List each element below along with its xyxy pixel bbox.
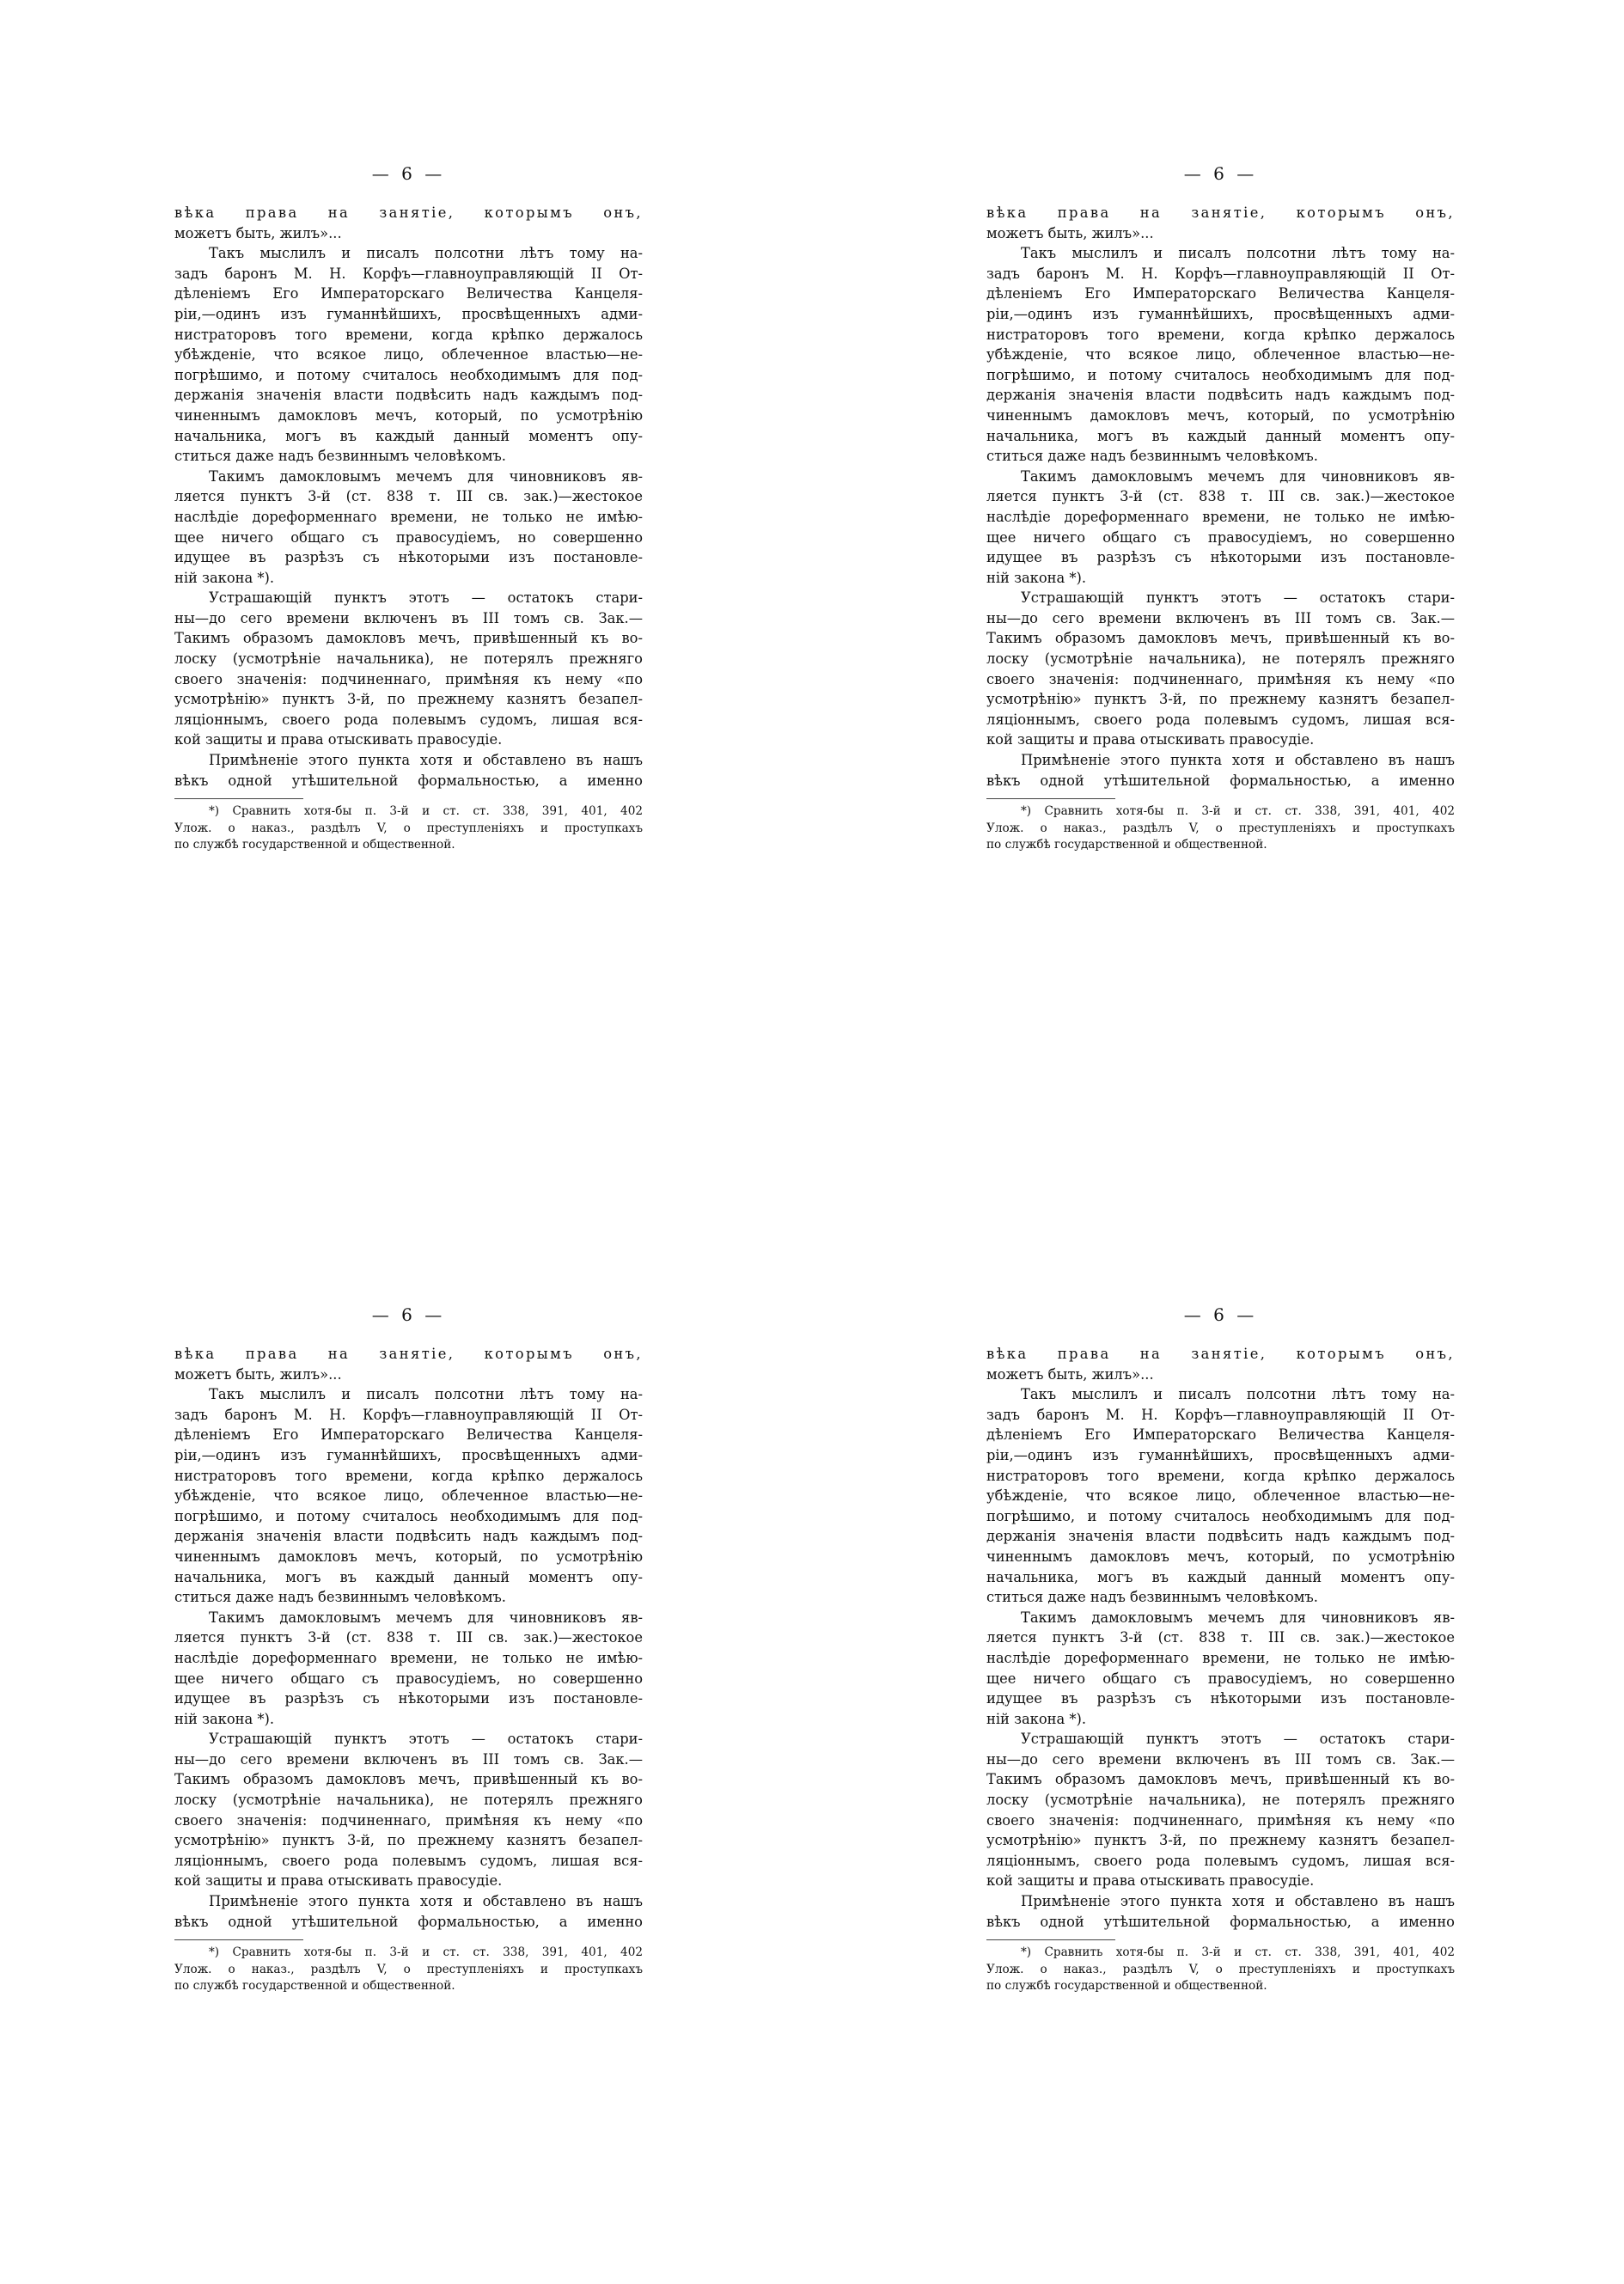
text-line: ріи,—одинъ изъ гуманнѣйшихъ, просвѣщенныхъ адми- xyxy=(174,1446,643,1463)
text-line: можетъ быть, жилъ»... xyxy=(174,224,342,241)
text-line: убѣжденіе, что всякое лицо, облеченное властью—не- xyxy=(986,1487,1455,1505)
text-line: нистраторовъ того времени, когда крѣпко держалось xyxy=(174,1467,643,1484)
text-line: вѣка права на занятіе, которымъ онъ, xyxy=(986,205,1455,221)
text-line: ляціоннымъ, своего рода полевымъ судомъ, лишая вся- xyxy=(986,711,1455,728)
text-line: задъ баронъ М. Н. Корфъ—главноуправляющій II От- xyxy=(986,1406,1455,1423)
body-text xyxy=(174,203,643,791)
text-line: нистраторовъ того времени, когда крѣпко держалось xyxy=(174,326,643,343)
text-line: своего значенія: подчиненнаго, примѣняя къ нему «по xyxy=(174,1811,643,1829)
page-number: — 6 — xyxy=(1183,1304,1258,1325)
footnote-divider xyxy=(174,798,303,799)
text-line: ляется пунктъ 3-й (ст. 838 т. III св. зак.)—жестокое xyxy=(986,1629,1455,1646)
text-line: вѣка права на занятіе, которымъ онъ, xyxy=(174,205,643,221)
text-line: ріи,—одинъ изъ гуманнѣйшихъ, просвѣщенныхъ адми- xyxy=(174,305,643,322)
text-line: начальника, могъ въ каждый данный моментъ опу- xyxy=(174,1568,643,1585)
body-text xyxy=(986,1344,1455,1932)
text-line: своего значенія: подчиненнаго, примѣняя къ нему «по xyxy=(174,670,643,687)
text-line: дѣленіемъ Его Императорскаго Величества Канцеля- xyxy=(174,1426,643,1444)
text-line: убѣжденіе, что всякое лицо, облеченное властью—не- xyxy=(174,346,643,363)
footnote-divider xyxy=(986,1939,1115,1940)
text-line: дѣленіемъ Его Императорскаго Величества Канцеля- xyxy=(986,1426,1455,1444)
text-line: лоску (усмотрѣніе начальника), не потерялъ прежняго xyxy=(174,1792,643,1809)
text-line: вѣкъ одной утѣшительной формальностью, а именно xyxy=(174,1913,643,1930)
text-line: усмотрѣнію» пунктъ 3-й, по прежнему казнятъ безапел- xyxy=(986,1832,1455,1849)
text-line: наслѣдіе дореформеннаго времени, не только не имѣю- xyxy=(174,1649,643,1666)
text-line: погрѣшимо, и потому считалось необходимымъ для под- xyxy=(986,1507,1455,1524)
text-line: Такъ мыслилъ и писалъ полсотни лѣтъ тому на- xyxy=(209,245,643,262)
text-line: ны—до сего времени включенъ въ III томъ св. Зак.— xyxy=(986,1750,1455,1768)
text-line: лоску (усмотрѣніе начальника), не потерялъ прежняго xyxy=(986,650,1455,668)
text-line: идущее въ разрѣзъ съ нѣкоторыми изъ постановле- xyxy=(986,549,1455,566)
text-line: кой защиты и права отыскивать правосудіе. xyxy=(986,1872,1315,1890)
text-line: ны—до сего времени включенъ въ III томъ св. Зак.— xyxy=(174,609,643,626)
text-line: ны—до сего времени включенъ въ III томъ св. Зак.— xyxy=(174,1750,643,1768)
footnote-line: Улож. о наказ., раздѣлъ V, о преступленіяхъ и проступкахъ xyxy=(986,1962,1455,1976)
text-line: Такъ мыслилъ и писалъ полсотни лѣтъ тому на- xyxy=(1021,245,1455,262)
text-line: начальника, могъ въ каждый данный моментъ опу- xyxy=(986,427,1455,444)
text-line: Примѣненіе этого пункта хотя и обставлено въ нашъ xyxy=(209,1893,643,1910)
text-line: чиненнымъ дамокловъ мечъ, который, по усмотрѣнію xyxy=(986,1548,1455,1565)
text-line: наслѣдіе дореформеннаго времени, не только не имѣю- xyxy=(986,1649,1455,1666)
text-line: кой защиты и права отыскивать правосудіе. xyxy=(174,1872,503,1890)
text-line: Примѣненіе этого пункта хотя и обставлено въ нашъ xyxy=(1021,752,1455,769)
text-line: идущее въ разрѣзъ съ нѣкоторыми изъ постановле- xyxy=(174,1690,643,1707)
text-line: ститься даже надъ безвиннымъ человѣкомъ. xyxy=(986,448,1318,465)
text-line: держанія значенія власти подвѣсить надъ каждымъ под- xyxy=(174,387,643,404)
text-line: держанія значенія власти подвѣсить надъ каждымъ под- xyxy=(986,387,1455,404)
text-line: погрѣшимо, и потому считалось необходимымъ для под- xyxy=(174,366,643,383)
text-line: Примѣненіе этого пункта хотя и обставлено въ нашъ xyxy=(209,752,643,769)
text-line: наслѣдіе дореформеннаго времени, не только не имѣю- xyxy=(174,508,643,525)
text-line: вѣка права на занятіе, которымъ онъ, xyxy=(174,1346,643,1362)
text-line: ріи,—одинъ изъ гуманнѣйшихъ, просвѣщенныхъ адми- xyxy=(986,1446,1455,1463)
text-line: начальника, могъ въ каждый данный моментъ опу- xyxy=(174,427,643,444)
text-line: кой защиты и права отыскивать правосудіе. xyxy=(174,731,503,748)
text-line: вѣкъ одной утѣшительной формальностью, а именно xyxy=(986,1913,1455,1930)
text-line: Такимъ дамокловымъ мечемъ для чиновниковъ яв- xyxy=(1021,467,1455,485)
footnote xyxy=(986,803,1455,854)
footnote-line: *) Сравнить хотя-бы п. 3-й и ст. ст. 338, 391, 401, 402 xyxy=(209,804,643,819)
footnote-line: Улож. о наказ., раздѣлъ V, о преступленіяхъ и проступкахъ xyxy=(986,821,1455,835)
footnote xyxy=(174,803,643,854)
text-line: задъ баронъ М. Н. Корфъ—главноуправляющій II От- xyxy=(174,1406,643,1423)
text-line: чиненнымъ дамокловъ мечъ, который, по усмотрѣнію xyxy=(174,1548,643,1565)
body-text xyxy=(986,203,1455,791)
text-line: ляціоннымъ, своего рода полевымъ судомъ, лишая вся- xyxy=(174,1852,643,1869)
text-line: погрѣшимо, и потому считалось необходимымъ для под- xyxy=(986,366,1455,383)
text-line: Такъ мыслилъ и писалъ полсотни лѣтъ тому на- xyxy=(209,1386,643,1403)
text-line: кой защиты и права отыскивать правосудіе. xyxy=(986,731,1315,748)
text-line: щее ничего общаго съ правосудіемъ, но совершенно xyxy=(174,1670,643,1687)
text-line: погрѣшимо, и потому считалось необходимымъ для под- xyxy=(174,1507,643,1524)
text-line: Такимъ дамокловымъ мечемъ для чиновниковъ яв- xyxy=(209,467,643,485)
page-copy-bottom-left xyxy=(174,1303,643,1995)
page-copy-top-left xyxy=(174,162,643,854)
text-line: Такимъ дамокловымъ мечемъ для чиновниковъ яв- xyxy=(209,1609,643,1626)
text-line: щее ничего общаго съ правосудіемъ, но совершенно xyxy=(986,528,1455,546)
text-line: ній закона *). xyxy=(986,1710,1087,1727)
footnote-line: *) Сравнить хотя-бы п. 3-й и ст. ст. 338, 391, 401, 402 xyxy=(1021,1945,1455,1960)
footnote-line: *) Сравнить хотя-бы п. 3-й и ст. ст. 338, 391, 401, 402 xyxy=(209,1945,643,1960)
text-line: ляціоннымъ, своего рода полевымъ судомъ, лишая вся- xyxy=(986,1852,1455,1869)
text-line: задъ баронъ М. Н. Корфъ—главноуправляющій II От- xyxy=(174,265,643,282)
footnote-line: по службѣ государственной и общественной. xyxy=(174,1979,455,1994)
text-line: ны—до сего времени включенъ въ III томъ св. Зак.— xyxy=(986,609,1455,626)
footnote-line: Улож. о наказ., раздѣлъ V, о преступленіяхъ и проступкахъ xyxy=(174,1962,643,1976)
text-line: щее ничего общаго съ правосудіемъ, но совершенно xyxy=(174,528,643,546)
footnote xyxy=(174,1945,643,1995)
text-line: усмотрѣнію» пунктъ 3-й, по прежнему казнятъ безапел- xyxy=(986,691,1455,708)
page-number: — 6 — xyxy=(371,163,446,184)
text-line: идущее въ разрѣзъ съ нѣкоторыми изъ постановле- xyxy=(174,549,643,566)
text-line: Устрашающій пунктъ этотъ — остатокъ стари- xyxy=(209,589,643,607)
text-line: чиненнымъ дамокловъ мечъ, который, по усмотрѣнію xyxy=(174,406,643,424)
page-number: — 6 — xyxy=(1183,163,1258,184)
text-line: лоску (усмотрѣніе начальника), не потерялъ прежняго xyxy=(986,1792,1455,1809)
text-line: усмотрѣнію» пунктъ 3-й, по прежнему казнятъ безапел- xyxy=(174,691,643,708)
text-line: идущее въ разрѣзъ съ нѣкоторыми изъ постановле- xyxy=(986,1690,1455,1707)
text-line: щее ничего общаго съ правосудіемъ, но совершенно xyxy=(986,1670,1455,1687)
footnote xyxy=(986,1945,1455,1995)
footnote-line: по службѣ государственной и общественной. xyxy=(174,838,455,852)
text-line: нистраторовъ того времени, когда крѣпко держалось xyxy=(986,326,1455,343)
footnote-line: *) Сравнить хотя-бы п. 3-й и ст. ст. 338, 391, 401, 402 xyxy=(1021,804,1455,819)
footnote-line: по службѣ государственной и общественной. xyxy=(986,838,1267,852)
text-line: убѣжденіе, что всякое лицо, облеченное властью—не- xyxy=(986,346,1455,363)
footnote-line: Улож. о наказ., раздѣлъ V, о преступленіяхъ и проступкахъ xyxy=(174,821,643,835)
text-line: можетъ быть, жилъ»... xyxy=(986,224,1154,241)
text-line: усмотрѣнію» пунктъ 3-й, по прежнему казнятъ безапел- xyxy=(174,1832,643,1849)
text-line: ститься даже надъ безвиннымъ человѣкомъ. xyxy=(174,1589,506,1606)
text-line: ляціоннымъ, своего рода полевымъ судомъ, лишая вся- xyxy=(174,711,643,728)
text-line: своего значенія: подчиненнаго, примѣняя къ нему «по xyxy=(986,1811,1455,1829)
footnote-line: по службѣ государственной и общественной. xyxy=(986,1979,1267,1994)
text-line: вѣкъ одной утѣшительной формальностью, а именно xyxy=(174,772,643,789)
text-line: Устрашающій пунктъ этотъ — остатокъ стари- xyxy=(1021,1731,1455,1748)
text-line: Такъ мыслилъ и писалъ полсотни лѣтъ тому на- xyxy=(1021,1386,1455,1403)
text-line: задъ баронъ М. Н. Корфъ—главноуправляющій II От- xyxy=(986,265,1455,282)
text-line: Такимъ образомъ дамокловъ мечъ, привѣшенный къ во- xyxy=(986,1771,1455,1788)
text-line: дѣленіемъ Его Императорскаго Величества Канцеля- xyxy=(986,285,1455,302)
text-line: вѣкъ одной утѣшительной формальностью, а именно xyxy=(986,772,1455,789)
text-line: ляется пунктъ 3-й (ст. 838 т. III св. зак.)—жестокое xyxy=(174,488,643,505)
text-line: своего значенія: подчиненнаго, примѣняя къ нему «по xyxy=(986,670,1455,687)
body-text xyxy=(174,1344,643,1932)
text-line: Примѣненіе этого пункта хотя и обставлено въ нашъ xyxy=(1021,1893,1455,1910)
text-line: лоску (усмотрѣніе начальника), не потерялъ прежняго xyxy=(174,650,643,668)
text-line: Такимъ образомъ дамокловъ мечъ, привѣшенный къ во- xyxy=(174,630,643,647)
text-line: ститься даже надъ безвиннымъ человѣкомъ. xyxy=(174,448,506,465)
text-line: начальника, могъ въ каждый данный моментъ опу- xyxy=(986,1568,1455,1585)
footnote-divider xyxy=(174,1939,303,1940)
text-line: дѣленіемъ Его Императорскаго Величества Канцеля- xyxy=(174,285,643,302)
text-line: убѣжденіе, что всякое лицо, облеченное властью—не- xyxy=(174,1487,643,1505)
text-line: ляется пунктъ 3-й (ст. 838 т. III св. зак.)—жестокое xyxy=(986,488,1455,505)
text-line: Такимъ дамокловымъ мечемъ для чиновниковъ яв- xyxy=(1021,1609,1455,1626)
text-line: ляется пунктъ 3-й (ст. 838 т. III св. зак.)—жестокое xyxy=(174,1629,643,1646)
text-line: можетъ быть, жилъ»... xyxy=(986,1365,1154,1383)
text-line: вѣка права на занятіе, которымъ онъ, xyxy=(986,1346,1455,1362)
page-number: — 6 — xyxy=(371,1304,446,1325)
text-line: держанія значенія власти подвѣсить надъ каждымъ под- xyxy=(986,1528,1455,1545)
footnote-divider xyxy=(986,798,1115,799)
text-line: Устрашающій пунктъ этотъ — остатокъ стари- xyxy=(1021,589,1455,607)
text-line: ній закона *). xyxy=(174,1710,275,1727)
text-line: ній закона *). xyxy=(986,569,1087,586)
text-line: ститься даже надъ безвиннымъ человѣкомъ. xyxy=(986,1589,1318,1606)
page-copy-top-right xyxy=(986,162,1455,854)
text-line: можетъ быть, жилъ»... xyxy=(174,1365,342,1383)
text-line: Такимъ образомъ дамокловъ мечъ, привѣшенный къ во- xyxy=(986,630,1455,647)
text-line: наслѣдіе дореформеннаго времени, не только не имѣю- xyxy=(986,508,1455,525)
page-copy-bottom-right xyxy=(986,1303,1455,1995)
text-line: держанія значенія власти подвѣсить надъ каждымъ под- xyxy=(174,1528,643,1545)
text-line: Устрашающій пунктъ этотъ — остатокъ стари- xyxy=(209,1731,643,1748)
text-line: Такимъ образомъ дамокловъ мечъ, привѣшенный къ во- xyxy=(174,1771,643,1788)
text-line: чиненнымъ дамокловъ мечъ, который, по усмотрѣнію xyxy=(986,406,1455,424)
text-line: ріи,—одинъ изъ гуманнѣйшихъ, просвѣщенныхъ адми- xyxy=(986,305,1455,322)
text-line: нистраторовъ того времени, когда крѣпко держалось xyxy=(986,1467,1455,1484)
text-line: ній закона *). xyxy=(174,569,275,586)
